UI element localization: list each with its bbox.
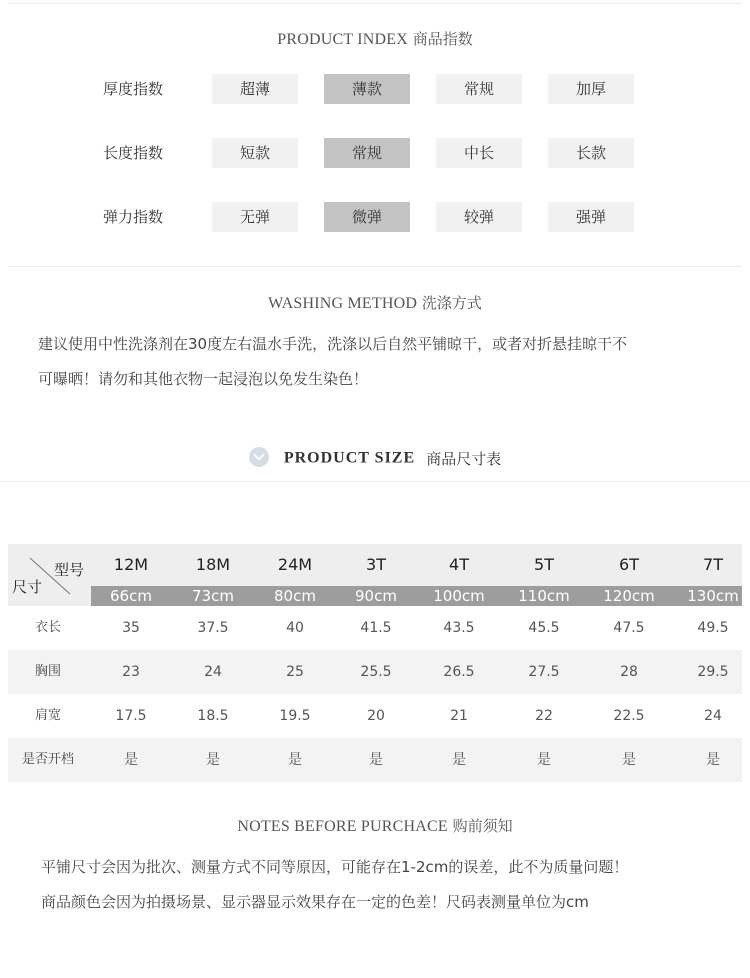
- notes-text-line-2: 商品颜色会因为拍摄场景、显示器显示效果存在一定的色差！尺码表测量单位为cm: [41, 893, 589, 911]
- corner-size-label: 尺寸: [12, 578, 43, 596]
- size-header-7t: 7T: [703, 555, 723, 574]
- size-header-12m: 12M: [113, 555, 149, 574]
- table-cell: 22.5: [613, 708, 645, 724]
- product-size-title-cn: 商品尺寸表: [426, 450, 502, 468]
- table-cell: 41.5: [360, 620, 392, 636]
- table-cell: 19.5: [279, 708, 311, 724]
- table-cell: 26.5: [443, 664, 475, 680]
- height-header-120: 120cm: [603, 587, 655, 605]
- size-header-24m: 24M: [277, 555, 313, 574]
- product-index-title-en: PRODUCT INDEX: [277, 31, 408, 48]
- table-cell: 是: [124, 752, 138, 768]
- table-cell: 28: [620, 664, 638, 680]
- length-option-long: 长款: [548, 138, 634, 168]
- table-cell: 29.5: [697, 664, 729, 680]
- height-header-130: 130cm: [687, 587, 739, 605]
- washing-method-title: [0, 292, 750, 313]
- notes-title-en: NOTES BEFORE PURCHACE: [237, 818, 448, 835]
- table-row-chest: [8, 650, 742, 694]
- table-cell: 37.5: [197, 620, 229, 636]
- index-divider: [8, 266, 742, 267]
- table-cell: 是: [452, 752, 466, 768]
- row-label-shoulder: 肩宽: [34, 708, 61, 723]
- row-label-open-crotch: 是否开档: [21, 752, 74, 767]
- elasticity-index-row: [0, 202, 750, 232]
- top-divider: [8, 3, 742, 4]
- product-size-title-en: PRODUCT SIZE: [283, 449, 416, 467]
- table-cell: 40: [286, 620, 304, 636]
- height-header-90: 90cm: [355, 587, 397, 605]
- length-option-regular: 常规: [324, 138, 410, 168]
- washing-method-title-en: WASHING METHOD: [268, 295, 418, 312]
- table-cell: 25: [286, 664, 304, 680]
- washing-method-title-cn: 洗涤方式: [421, 294, 482, 312]
- thickness-option-thick: 加厚: [548, 74, 634, 104]
- length-option-short: 短款: [212, 138, 298, 168]
- table-cell: 是: [622, 752, 636, 768]
- length-index-label: 长度指数: [103, 144, 164, 162]
- product-size-title: [0, 448, 750, 474]
- size-header-18m: 18M: [195, 555, 231, 574]
- table-cell: 47.5: [613, 620, 645, 636]
- product-index-title: [0, 28, 750, 49]
- height-header-80: 80cm: [274, 587, 316, 605]
- table-cell: 20: [367, 708, 385, 724]
- notes-title: [0, 815, 750, 836]
- table-cell: 22: [535, 708, 553, 724]
- length-option-medium: 中长: [436, 138, 522, 168]
- size-header-4t: 4T: [449, 555, 469, 574]
- table-row-open-crotch: [8, 738, 742, 782]
- corner-type-label: 型号: [54, 561, 85, 579]
- table-cell: 27.5: [528, 664, 560, 680]
- table-cell: 45.5: [528, 620, 560, 636]
- height-header-73: 73cm: [192, 587, 234, 605]
- chevron-down-icon: [249, 447, 269, 467]
- table-row-shoulder: [8, 694, 742, 738]
- table-cell: 是: [369, 752, 383, 768]
- row-label-length: 衣长: [34, 620, 61, 635]
- elasticity-option-none: 无弹: [212, 202, 298, 232]
- length-index-row: [0, 138, 750, 168]
- table-cell: 21: [450, 708, 468, 724]
- table-cell: 24: [704, 708, 722, 724]
- table-cell: 35: [122, 620, 140, 636]
- height-header-100: 100cm: [433, 587, 485, 605]
- thickness-index-label: 厚度指数: [103, 80, 164, 98]
- table-cell: 是: [206, 752, 220, 768]
- elasticity-option-slight: 微弹: [324, 202, 410, 232]
- washing-text-line-2: 可曝晒！请勿和其他衣物一起浸泡以免发生染色！: [38, 370, 369, 388]
- height-header-66: 66cm: [110, 587, 152, 605]
- table-cell: 24: [204, 664, 222, 680]
- thickness-index-row: [0, 74, 750, 104]
- product-index-title-cn: 商品指数: [412, 30, 473, 48]
- table-cell: 是: [288, 752, 302, 768]
- table-cell: 17.5: [115, 708, 147, 724]
- thickness-option-regular: 常规: [436, 74, 522, 104]
- row-label-chest: 胸围: [34, 664, 61, 679]
- thickness-option-thin: 薄款: [324, 74, 410, 104]
- table-cell: 43.5: [443, 620, 475, 636]
- table-corner-cell: [8, 544, 91, 606]
- table-cell: 是: [537, 752, 551, 768]
- size-header-6t: 6T: [619, 555, 639, 574]
- table-cell: 49.5: [697, 620, 729, 636]
- notes-title-cn: 购前须知: [452, 817, 513, 835]
- table-cell: 25.5: [360, 664, 392, 680]
- height-header-110: 110cm: [518, 587, 570, 605]
- notes-text-line-1: 平铺尺寸会因为批次、测量方式不同等原因，可能存在1-2cm的误差，此不为质量问题！: [41, 858, 629, 876]
- table-row-length: [8, 606, 742, 650]
- table-cell: 是: [706, 752, 720, 768]
- size-divider: [0, 481, 750, 482]
- table-cell: 23: [122, 664, 140, 680]
- elasticity-index-label: 弹力指数: [103, 208, 164, 226]
- table-cell: 18.5: [197, 708, 229, 724]
- size-header-3t: 3T: [366, 555, 386, 574]
- size-header-5t: 5T: [534, 555, 554, 574]
- elasticity-option-strong: 强弹: [548, 202, 634, 232]
- washing-text-line-1: 建议使用中性洗涤剂在30度左右温水手洗，洗涤以后自然平铺晾干，或者对折悬挂晾干不: [38, 335, 628, 353]
- thickness-option-ultrathin: 超薄: [212, 74, 298, 104]
- elasticity-option-moderate: 较弹: [436, 202, 522, 232]
